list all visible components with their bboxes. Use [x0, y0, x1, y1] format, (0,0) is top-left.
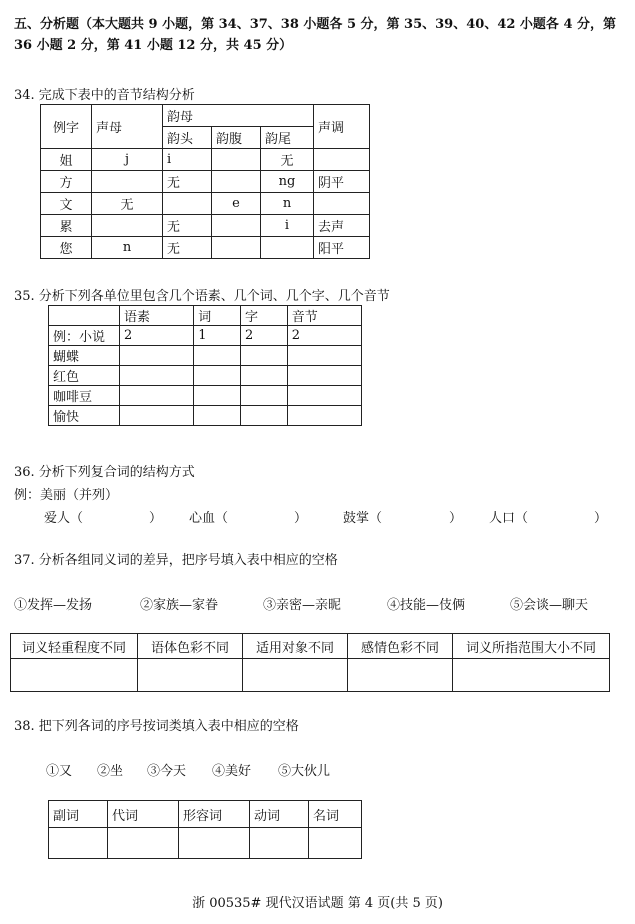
cell-belly[interactable] — [212, 171, 261, 193]
answer-cell[interactable] — [250, 828, 309, 859]
header-initial: 声母 — [92, 105, 163, 149]
table-row — [49, 346, 362, 366]
cell-belly[interactable] — [212, 215, 261, 237]
cell-tail[interactable]: i — [261, 215, 314, 237]
q36-item-close: ） — [594, 511, 608, 526]
answer-cell[interactable] — [309, 828, 362, 859]
cell-char: 累 — [41, 215, 92, 237]
q37-option: ③亲密—亲昵 — [263, 598, 342, 613]
q36-item-close: ） — [449, 511, 463, 526]
cell-initial[interactable]: j — [92, 149, 163, 171]
q36-title: 36. 分析下列复合词的结构方式 — [14, 465, 195, 480]
answer-cell[interactable] — [179, 828, 250, 859]
q37-option: ①发挥—发扬 — [14, 598, 93, 613]
header-object: 适用对象不同 — [243, 634, 348, 659]
table-row — [49, 828, 362, 859]
cell-tail[interactable] — [261, 237, 314, 259]
cell-initial[interactable]: 无 — [92, 193, 163, 215]
cell-morpheme: 2 — [120, 326, 194, 346]
unit-count-table — [48, 305, 362, 426]
part-of-speech-table — [48, 800, 362, 859]
answer-cell[interactable] — [49, 828, 108, 859]
q36-item-label: 鼓掌（ — [343, 511, 383, 526]
cell-char: 文 — [41, 193, 92, 215]
cell-character[interactable] — [240, 366, 287, 386]
cell-head[interactable] — [163, 193, 212, 215]
cell-character[interactable] — [240, 346, 287, 366]
table-row — [11, 659, 610, 692]
cell-char: 您 — [41, 237, 92, 259]
answer-cell[interactable] — [138, 659, 243, 692]
q37-option: ⑤会谈—聊天 — [510, 598, 589, 613]
answer-cell[interactable] — [348, 659, 453, 692]
header-word: 词 — [194, 306, 241, 326]
synonym-difference-table — [10, 633, 610, 692]
cell-belly[interactable] — [212, 149, 261, 171]
cell-character: 2 — [240, 326, 287, 346]
cell-tail[interactable]: 无 — [261, 149, 314, 171]
header-scope: 词义所指范围大小不同 — [453, 634, 610, 659]
cell-morpheme[interactable] — [120, 346, 194, 366]
cell-initial[interactable]: n — [92, 237, 163, 259]
table-row — [49, 406, 362, 426]
cell-tone[interactable] — [314, 193, 370, 215]
q38-option: ②坐 — [97, 764, 124, 779]
q36-item-label: 爱人（ — [44, 511, 84, 526]
q38-option: ③今天 — [147, 764, 187, 779]
cell-head[interactable]: 无 — [163, 171, 212, 193]
q37-option: ④技能—伎俩 — [387, 598, 466, 613]
answer-cell[interactable] — [453, 659, 610, 692]
q36-item-label: 人口（ — [489, 511, 529, 526]
header-morpheme: 语素 — [120, 306, 194, 326]
header-character: 字 — [240, 306, 287, 326]
header-tail: 韵尾 — [261, 127, 314, 149]
cell-tone[interactable]: 阴平 — [314, 171, 370, 193]
cell-character[interactable] — [240, 406, 287, 426]
header-adverb: 副词 — [49, 801, 108, 828]
answer-cell[interactable] — [11, 659, 138, 692]
q37-option: ②家族—家眷 — [140, 598, 219, 613]
q37-title: 37. 分析各组同义词的差异，把序号填入表中相应的空格 — [14, 553, 338, 568]
cell-unit: 红色 — [49, 366, 120, 386]
q38-title: 38. 把下列各词的序号按词类填入表中相应的空格 — [14, 719, 299, 734]
cell-syllable[interactable] — [287, 346, 361, 366]
table-row — [41, 193, 370, 215]
cell-syllable[interactable] — [287, 386, 361, 406]
q38-option: ④美好 — [212, 764, 252, 779]
header-belly: 韵腹 — [212, 127, 261, 149]
cell-morpheme[interactable] — [120, 406, 194, 426]
header-style: 语体色彩不同 — [138, 634, 243, 659]
q35-title: 35. 分析下列各单位里包含几个语素、几个词、几个字、几个音节 — [14, 289, 390, 304]
cell-morpheme[interactable] — [120, 366, 194, 386]
header-noun: 名词 — [309, 801, 362, 828]
header-verb: 动词 — [250, 801, 309, 828]
table-row — [41, 149, 370, 171]
header-tone: 声调 — [314, 105, 370, 149]
cell-syllable[interactable] — [287, 406, 361, 426]
cell-tone[interactable]: 阳平 — [314, 237, 370, 259]
cell-unit: 蝴蝶 — [49, 346, 120, 366]
table-row — [49, 366, 362, 386]
cell-syllable[interactable] — [287, 366, 361, 386]
page-footer: 浙 00535# 现代汉语试题 第 4 页(共 5 页) — [192, 896, 443, 911]
header-pronoun: 代词 — [108, 801, 179, 828]
header-final: 韵母 — [163, 105, 314, 127]
cell-morpheme[interactable] — [120, 386, 194, 406]
q36-example: 例：美丽（并列） — [14, 488, 119, 503]
header-emotion: 感情色彩不同 — [348, 634, 453, 659]
cell-word: 1 — [194, 326, 241, 346]
q36-item-close: ） — [294, 511, 308, 526]
cell-tone[interactable] — [314, 149, 370, 171]
cell-unit: 愉快 — [49, 406, 120, 426]
cell-word[interactable] — [194, 386, 241, 406]
cell-tail[interactable]: ng — [261, 171, 314, 193]
cell-char: 方 — [41, 171, 92, 193]
cell-initial[interactable] — [92, 215, 163, 237]
cell-head[interactable]: 无 — [163, 215, 212, 237]
cell-head[interactable]: 无 — [163, 237, 212, 259]
answer-cell[interactable] — [108, 828, 179, 859]
cell-syllable: 2 — [287, 326, 361, 346]
header-head: 韵头 — [163, 127, 212, 149]
cell-word[interactable] — [194, 346, 241, 366]
header-degree: 词义轻重程度不同 — [11, 634, 138, 659]
section-header: 五、分析题（本大题共 9 小题，第 34、37、38 小题各 5 分，第 35、39、40、42 小题各 4 分，第 36 小题 2 分，第 41 小题 12 分，共 45 分） — [14, 17, 617, 53]
cell-belly[interactable] — [212, 237, 261, 259]
q34-title: 34. 完成下表中的音节结构分析 — [14, 88, 195, 103]
q38-option: ⑤大伙儿 — [278, 764, 331, 779]
cell-tail[interactable]: n — [261, 193, 314, 215]
cell-char: 姐 — [41, 149, 92, 171]
cell-unit: 例：小说 — [49, 326, 120, 346]
header-example: 例字 — [41, 105, 92, 149]
cell-word[interactable] — [194, 366, 241, 386]
table-row — [41, 171, 370, 193]
cell-character[interactable] — [240, 386, 287, 406]
q36-item-close: ） — [149, 511, 163, 526]
cell-word[interactable] — [194, 406, 241, 426]
header-syllable: 音节 — [287, 306, 361, 326]
cell-initial[interactable] — [92, 171, 163, 193]
cell-belly[interactable]: e — [212, 193, 261, 215]
table-row — [49, 386, 362, 406]
header-unit — [49, 306, 120, 326]
cell-tone[interactable]: 去声 — [314, 215, 370, 237]
answer-cell[interactable] — [243, 659, 348, 692]
q38-option: ①又 — [46, 764, 73, 779]
table-row — [49, 326, 362, 346]
table-row — [41, 215, 370, 237]
header-adjective: 形容词 — [179, 801, 250, 828]
q36-item-label: 心血（ — [189, 511, 229, 526]
syllable-structure-table — [40, 104, 370, 259]
table-row — [41, 237, 370, 259]
cell-unit: 咖啡豆 — [49, 386, 120, 406]
cell-head[interactable]: i — [163, 149, 212, 171]
